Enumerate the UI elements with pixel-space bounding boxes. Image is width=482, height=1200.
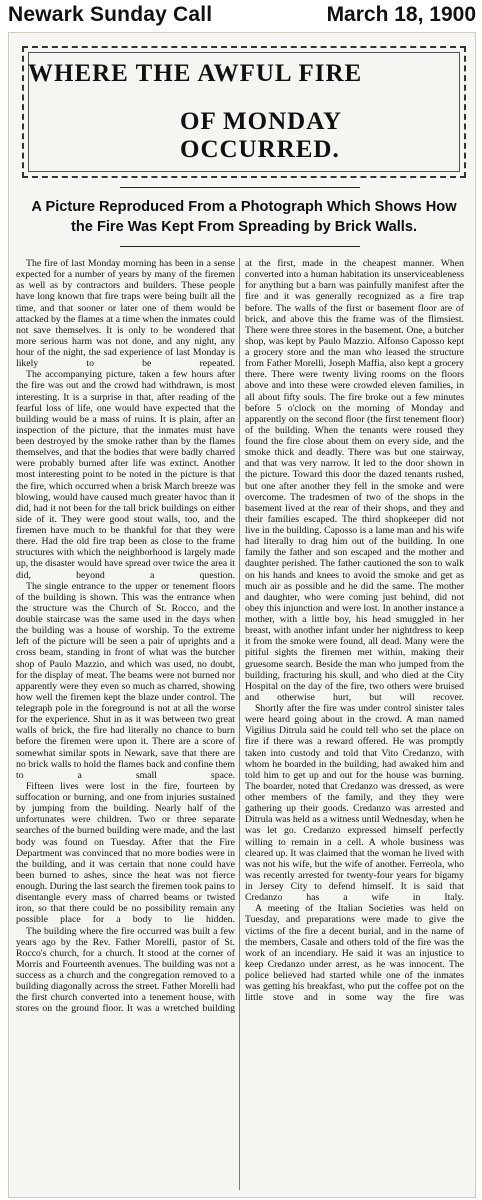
headline-line-2: OF MONDAY OCCURRED. xyxy=(180,108,342,163)
article-column-1 xyxy=(16,258,235,1190)
headline-line-1: WHERE THE AWFUL FIRE xyxy=(28,60,363,87)
subheadline xyxy=(24,197,464,237)
article-paragraph: A meeting of the Italian Societies was held on Tuesday, and preparations were made to give the victims of the fire a decent burial, and in the name of the members, Casale and others told of the fire was the work of an incendiary. He said it was an injustice to keep Credanzo under arrest, as he was innocent. The police believed had started while one of the inmates was getting his breakfast, who put the coffee pot on the little stove and in some way the fire was xyxy=(245,903,464,1004)
publication-date: March 18, 1900 xyxy=(326,3,476,26)
article-paragraph: The single entrance to the upper or tenement floors of the building is shown. This was the entrance when the structure was the Church of St. Rocco, and the double staircase was the same used in the days when the building was a house of worship. To the extreme left of the picture will be seen a pair of uprights and a cross beam, standing in front of what was the butcher shop of Paulo Mazzio, and which was used, no doubt, for the display of meat. The beams were not burned nor apparently were they even so much as charred, showing how well the firemen kept the blaze under control. The telegraph pole in the foreground is not at all the worse for the experience. Shut in as it was between two great walls of brick, the fire had literally no chance to burn before the firemen were upon it. There are a score of somewhat similar spots in Newark, save that there are no brick walls to hold the flames back and confine them to a small space. xyxy=(16,580,235,781)
article-paragraph: at the first, made in the cheapest manner. When converted into a human habitation its unserviceableness for anything but a barn was painfully manifest after the fire and it was generally recognized as a fire trap before. The walls of the first or basement floor are of brick, and above this the frame was of the flimsiest. There were three stores in the basement. One, a butcher shop, was kept by Paulo Mazzio. Alfonso Caposso kept a grocery store and the man who leased the structure from Father Morelli, Joseph Maffia, also kept a grocery there. There were twenty living rooms on the floors above and into these were crowded eleven families, in all about fifty souls. The fire broke out a few minutes before 5 o'clock on the morning of Monday and apparently on the second floor (the first tenement floor) of the building. When the tenants were roused they found the fire close about them on every side, and the smoke thick and deadly. There was but one stairway, and that was very narrow. It led to the door shown in the picture. Toward this door the dazed tenants rushed, but one after another they fell in the smoke and were overcome. The tradesmen of two of the shops in the basement lived at the rear of their shops, and they and their families escaped. The third shopkeeper did not live in the building. Caposso is a lame man and his wife had literally to drag him out of the building. In one family the father and son escaped and the mother and daughter perished. The father cautioned the son to walk on his hands and knees to avoid the smoke and get as much air as possible and he did the same. The mother and daughter, who were coming just behind, did not obey this injunction and were lost. In another instance a mother, with a little boy, his head smuggled in her breast, with another infant under her nightdress to keep it from the smoke were found, all dead. Many were the pitiful sights the firemen met within, making their gruesome search. Beside the man who jumped from the building, fracturing his skull, and who died at the City Hospital on the day of the fire, two others were bruised and otherwise hurt, but will recover. xyxy=(245,258,464,703)
article-column-2 xyxy=(245,258,464,1190)
deck-rule-bottom xyxy=(120,246,360,247)
column-divider xyxy=(239,258,240,1190)
article-paragraph: Shortly after the fire was under control sinister tales were heard going about in the crowd. A man named Vigilius Ditrula said he could tell who set the place on fire if there was a reward offered. He was promptly taken into custody and told that Vito Credanzo, with whom he boarded in the building, had awaked him and told him to get up and out for the house was burning. The boarder, noted that Credanzo was dressed, as were other members of the family, and they they were gathering up their goods. Credanzo was arrested and Ditrula was held as a witness until Wednesday, when he was let go. Credanzo expressed himself perfectly willing to remain in a cell. A whole business was cleared up. It was claimed that the woman he lived with was not his wife, but the wife of another. Ferreola, who was recently arrested for twenty-four years for bigamy in Jersey City to defend himself. It is said that Credanzo has a wife in Italy. xyxy=(245,703,464,904)
subheadline-line-1: A Picture Reproduced From a Photograph Which Shows How xyxy=(31,199,457,215)
article-paragraph: The fire of last Monday morning has been in a sense expected for a number of years by many of the firemen as well as by contractors and builders. These people have long known that fire traps were being built all the time, and that sooner or later one of them would be attacked by the flames at a time when the inmates could not save themselves. It is only to be wondered that more serious harm was not done, and any night, any hour of the night, the sad experience of last Monday is likely to be repeated. xyxy=(16,258,235,370)
subheadline-line-2: the Fire Was Kept From Spreading by Brick Walls. xyxy=(71,219,417,235)
article-paragraph: The building where the fire occurred was built a few years ago by the Rev. Father Morelli, pastor of St. Rocco's church, for a church. It stood at the corner of Morris and Fourteenth avenues. The building was not a success as a church and the congregation removed to a building diagonally across the street. Father Morelli had the first church converted into a tenement house, with stores on the ground floor. It was a wretched building xyxy=(16,925,235,1015)
newspaper-name: Newark Sunday Call xyxy=(8,3,213,26)
masthead xyxy=(0,0,482,30)
article-paragraph: The accompanying picture, taken a few hours after the fire was out and the crowd had withdrawn, is most interesting. It is a surprise in that, after reading of the fearful loss of life, one would have expected that the building would be a mass of ruins. It is plain, after an inspection of the picture, that the inmates must have been destroyed by the smoke rather than by the flames themselves, and that the bodies that were badly charred were probably burned after life was extinct. Another most interesting point to be noted in the picture is that the fire, which occurred when a brisk March breeze was blowing, would have caused much greater havoc than it did, had it not been for the tall brick buildings on either side of it. They were good stout walls, too, and the firemen have much to be thankful for that they were there. Had the old fire trap been as close to the frame structures with which the neighborhood is largely made up, the disaster would have spread over twice the area it did, beyond a question. xyxy=(16,369,235,581)
article-paragraph: Fifteen lives were lost in the fire, fourteen by suffocation or burning, and one from injuries sustained by jumping from the building. Nearly half of the unfortunates were children. Two or three separate searches of the burned building were made, and the last body was found on Tuesday. After that the Fire Department was convinced that no more bodies were in the building, and it was certain that none could have been burned to ashes, since the heat was not fierce enough. During the last search the firemen took pains to disentangle every mass of charred beams or twisted iron, so that there could be no possibility remain any possible place for a body to lie hidden. xyxy=(16,780,235,926)
deck-rule-top xyxy=(120,187,360,188)
